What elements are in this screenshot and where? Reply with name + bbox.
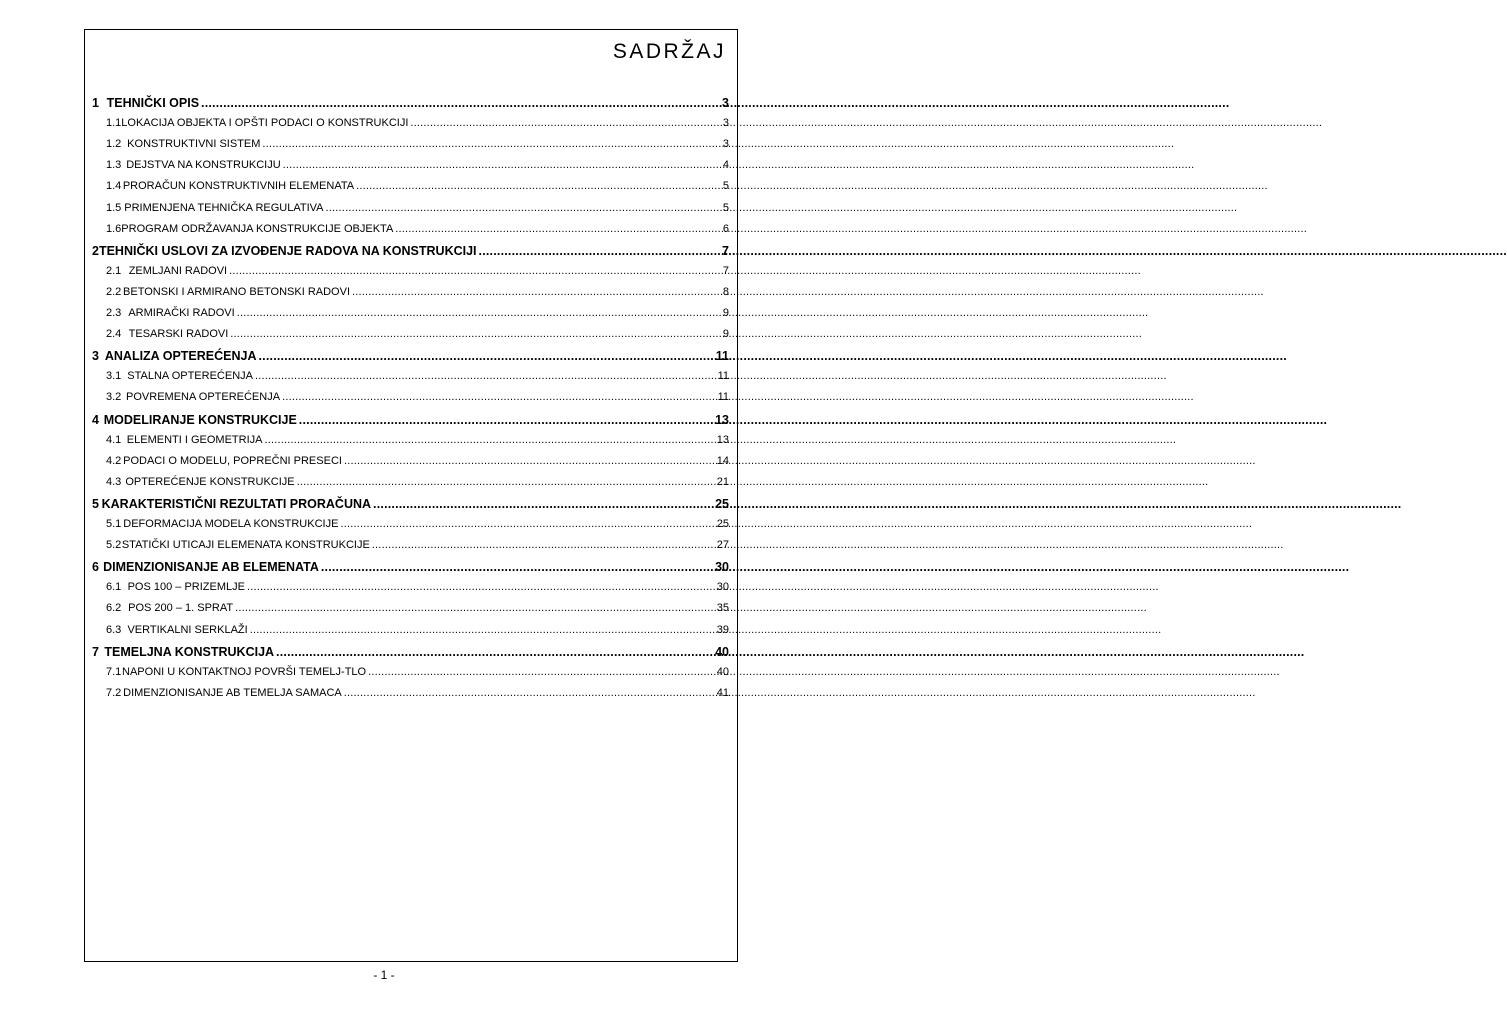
toc-entry-title: POS 200 – 1. SPRAT	[128, 602, 234, 615]
toc-entry-page: 25	[715, 496, 729, 511]
toc-entry-number: 3	[92, 349, 99, 364]
dot-leader	[262, 138, 721, 150]
toc-chapter-entry[interactable]	[92, 349, 729, 363]
dot-leader	[479, 244, 722, 258]
toc-entry-number: 4.3	[106, 475, 122, 488]
toc-entry-page: 3	[722, 138, 729, 151]
toc-entry-page: 39	[716, 623, 729, 636]
toc-entry-number: 2	[92, 243, 99, 258]
toc-entry-page: 27	[716, 539, 729, 552]
toc-entry-title: KONSTRUKTIVNI SISTEM	[127, 138, 261, 151]
dot-leader	[235, 602, 716, 614]
toc-entry-page: 11	[715, 349, 729, 364]
toc-entry-number: 6.2	[106, 602, 122, 615]
toc-section-entry[interactable]	[92, 666, 729, 678]
toc-entry-number: 1.5	[106, 201, 122, 214]
toc-entry-title: POS 100 – PRIZEMLJE	[127, 581, 245, 594]
toc-entry-page: 35	[716, 602, 729, 615]
toc-entry-number: 6.1	[106, 581, 122, 594]
toc-entry-title: DEJSTVA NA KONSTRUKCIJU	[126, 159, 281, 172]
toc-entry-title: ZEMLJANI RADOVI	[128, 264, 228, 277]
toc-section-entry[interactable]	[92, 624, 729, 636]
toc-entry-title: OPTEREĆENJE KONSTRUKCIJE	[125, 475, 295, 488]
dot-leader	[276, 645, 714, 659]
toc-entry-number: 2.3	[106, 307, 122, 319]
dot-leader	[344, 455, 716, 467]
toc-entry-page: 30	[715, 560, 729, 575]
toc-entry-title: TEHNIČKI USLOVI ZA IZVOĐENJE RADOVA NA KONSTRUKCIJI	[98, 243, 477, 258]
toc-entry-number: 1.4	[106, 180, 122, 193]
dot-leader	[201, 96, 721, 110]
toc-entry-number: 3.1	[106, 370, 122, 383]
toc-entry-page: 13	[715, 412, 729, 427]
toc-entry-number: 2.1	[106, 264, 122, 277]
toc-entry-number: 5	[92, 496, 99, 511]
toc-entry-page: 21	[716, 475, 729, 488]
toc-chapter-entry[interactable]	[92, 645, 729, 659]
toc-entry-number: 4.1	[106, 433, 122, 446]
toc-entry-number: 5.1	[106, 518, 122, 530]
dot-leader	[297, 476, 716, 488]
dot-leader	[395, 223, 722, 235]
dot-leader	[344, 687, 716, 699]
toc-entry-number: 5.2	[106, 539, 122, 552]
toc-chapter-entry[interactable]	[92, 497, 729, 511]
toc-section-entry[interactable]	[92, 539, 729, 551]
toc-entry-number: 1.3	[106, 159, 122, 172]
toc-entry-page: 5	[722, 201, 729, 214]
dot-leader	[340, 518, 715, 530]
toc-section-entry[interactable]	[92, 370, 729, 382]
toc-entry-title: LOKACIJA OBJEKTA I OPŠTI PODACI O KONSTRUKCIJI	[121, 117, 409, 130]
toc-chapter-entry[interactable]	[92, 413, 729, 427]
toc-entry-page: 9	[722, 328, 729, 341]
toc-entry-title: ARMIRAČKI RADOVI	[128, 307, 235, 319]
toc-entry-title: PRORAČUN KONSTRUKTIVNIH ELEMENATA	[122, 180, 355, 193]
toc-entry-title: VERTIKALNI SERKLAŽI	[127, 623, 248, 636]
toc-entry-page: 6	[722, 222, 729, 235]
dot-leader	[321, 560, 714, 574]
toc-entry-number: 4.2	[106, 454, 122, 467]
dot-leader	[283, 159, 722, 171]
toc-chapter-entry[interactable]	[92, 244, 729, 258]
toc-entry-title: KARAKTERISTIČNI REZULTATI PRORAČUNA	[101, 496, 372, 511]
toc-section-entry[interactable]	[92, 138, 729, 150]
toc-entry-title: BETONSKI I ARMIRANO BETONSKI RADOVI	[123, 285, 351, 298]
toc-entry-page: 8	[722, 285, 729, 298]
toc-entry-title: DIMENZIONISANJE AB ELEMENATA	[103, 560, 319, 575]
toc-section-entry[interactable]	[92, 455, 729, 467]
toc-section-entry[interactable]	[92, 307, 729, 319]
toc-section-entry[interactable]	[92, 265, 729, 277]
toc-entry-number: 1.1	[106, 117, 122, 130]
toc-entry-title: TEHNIČKI OPIS	[106, 96, 200, 110]
toc-entry-title: ANALIZA OPTEREĆENJA	[104, 349, 257, 364]
toc-section-entry[interactable]	[92, 223, 729, 235]
toc-entry-title: PRIMENJENA TEHNIČKA REGULATIVA	[124, 201, 324, 214]
page-frame	[84, 29, 738, 962]
toc-entry-title: DIMENZIONISANJE AB TEMELJA SAMACA	[123, 686, 342, 699]
toc-entry-number: 2.4	[106, 328, 122, 341]
toc-entry-page: 3	[722, 117, 729, 130]
toc-section-entry[interactable]	[92, 434, 729, 446]
toc-entry-title: TESARSKI RADOVI	[128, 328, 229, 341]
toc-entry-title: PROGRAM ODRŽAVANJA KONSTRUKCIJE OBJEKTA	[121, 222, 394, 235]
toc-entry-page: 5	[722, 180, 729, 193]
toc-entry-title: NAPONI U KONTAKTNOJ POVRŠI TEMELJ-TLO	[122, 665, 367, 678]
toc-entry-title: POVREMENA OPTEREĆENJA	[126, 391, 281, 404]
toc-entry-number: 4	[92, 412, 99, 427]
toc-entry-page: 30	[716, 581, 729, 594]
page-number: - 1 -	[373, 968, 395, 982]
toc-section-entry[interactable]	[92, 159, 729, 171]
toc-entry-title: DEFORMACIJA MODELA KONSTRUKCIJE	[123, 518, 339, 530]
dot-leader	[237, 307, 722, 319]
toc-entry-page: 25	[716, 518, 729, 530]
toc-entry-title: STALNA OPTEREĆENJA	[127, 370, 253, 383]
toc-entry-page: 7	[722, 264, 729, 277]
toc-entry-title: STATIČKI UTICAJI ELEMENATA KONSTRUKCIJE	[121, 539, 370, 552]
toc-entry-number: 1.2	[106, 138, 122, 151]
dot-leader	[247, 581, 716, 593]
toc-entry-page: 4	[722, 159, 729, 172]
toc-chapter-entry[interactable]	[92, 96, 729, 110]
toc-entry-page: 14	[716, 454, 729, 467]
toc-entry-number: 3.2	[106, 391, 122, 404]
dot-leader	[352, 286, 722, 298]
toc-entry-page: 41	[716, 686, 729, 699]
dot-leader	[356, 180, 722, 192]
toc-section-entry[interactable]	[92, 180, 729, 192]
toc-section-entry[interactable]	[92, 328, 729, 340]
dot-leader	[255, 370, 717, 382]
toc-section-entry[interactable]	[92, 202, 729, 214]
dot-leader	[326, 202, 722, 214]
dot-leader	[368, 666, 716, 678]
dot-leader	[299, 413, 714, 427]
toc-entry-number: 7.1	[106, 665, 122, 678]
toc-section-entry[interactable]	[92, 602, 729, 614]
toc-entry-number: 1	[92, 96, 99, 110]
dot-leader	[373, 497, 714, 511]
dot-leader	[230, 328, 722, 340]
toc-section-entry[interactable]	[92, 286, 729, 298]
toc-entry-number: 2.2	[106, 285, 122, 298]
dot-leader	[410, 117, 721, 129]
dot-leader	[259, 349, 715, 363]
toc-entry-number: 6	[92, 560, 99, 575]
toc-section-entry[interactable]	[92, 518, 729, 530]
toc-entry-number: 7.2	[106, 686, 122, 699]
dot-leader	[264, 434, 715, 446]
toc-section-entry[interactable]	[92, 476, 729, 488]
dot-leader	[372, 539, 716, 551]
dot-leader	[282, 391, 717, 403]
toc-entry-title: MODELIRANJE KONSTRUKCIJE	[103, 412, 297, 427]
page-title: SADRŽAJ	[612, 40, 726, 63]
toc-entry-page: 7	[722, 243, 729, 258]
toc-section-entry[interactable]	[92, 581, 729, 593]
toc-entry-title: ELEMENTI I GEOMETRIJA	[126, 433, 263, 446]
toc-entry-number: 7	[92, 644, 99, 659]
toc-entry-page: 9	[722, 307, 729, 319]
toc-entry-page: 11	[717, 391, 729, 404]
toc-section-entry[interactable]	[92, 117, 729, 129]
dot-leader	[250, 624, 716, 636]
toc-entry-number: 6.3	[106, 623, 122, 636]
toc-section-entry[interactable]	[92, 391, 729, 403]
toc-chapter-entry[interactable]	[92, 560, 729, 574]
toc-entry-page: 40	[716, 665, 729, 678]
dot-leader	[229, 265, 722, 277]
toc-entry-number: 1.6	[106, 222, 122, 235]
toc-entry-page: 13	[716, 433, 729, 446]
toc-entry-title: TEMELJNA KONSTRUKCIJA	[104, 644, 275, 659]
toc-entry-page: 11	[717, 370, 729, 383]
toc-entry-page: 3	[722, 96, 729, 110]
toc-entry-page: 40	[715, 644, 729, 659]
toc-entry-title: PODACI O MODELU, POPREČNI PRESECI	[123, 454, 342, 467]
toc-section-entry[interactable]	[92, 687, 729, 699]
